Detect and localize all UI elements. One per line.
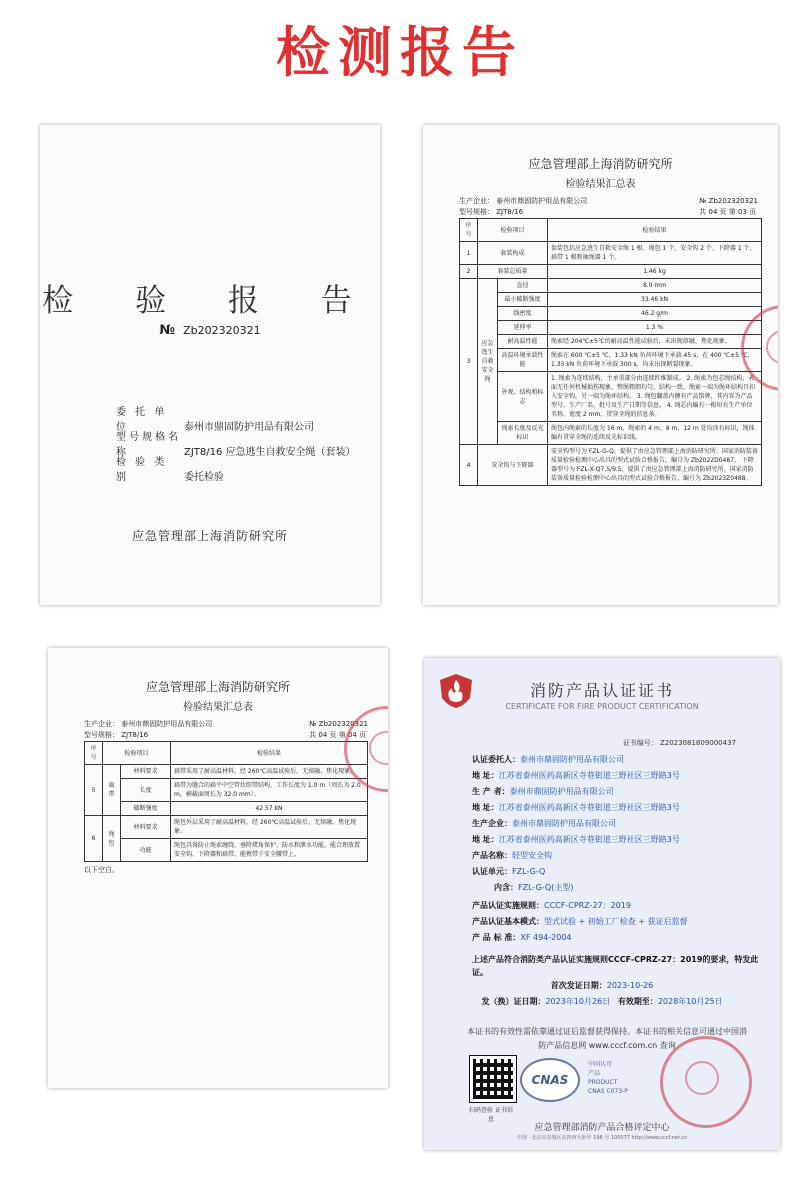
table-row: 高温环境承载性能 绳索在 600 ℃±5 ℃，1.33 kN 负荷环境下承载 45 s，在 400 ℃±5 ℃，1.33 kN 负荷环境下承载 300 s，均未出现断裂现象。 [460,349,762,372]
cert-issuer-address: 中国 · 北京市东城区东四西大街甲 198 号 100077 http://www.cccf.net.cn [516,1135,688,1141]
cert-row-unit: 认证单元：FZL-G-Q [472,867,546,876]
page-banner-title: 检测报告 [276,21,524,84]
cert-row-factory: 生产企业：泰州市鼎固防护用品有限公司 [472,819,616,828]
cert-issue-valid-dates: 发（换）证日期：2023年10月26日 有效期至：2028年10月25日 [481,997,723,1006]
cover-report-number: № Zb202320321 [159,323,261,338]
cover-title: 检 验 报 告 [42,283,378,319]
table-row: 长度 扁带为缝合的扁平中空管状织带结构，工作长度为 1.0 m（周长为 2.0 m，横截面周长为 32.0 mm）。 [85,779,368,802]
table-row: 绳索长度及反光标识 绳包内绳索的长度为 16 m，绳索的 4 m、8 m、12 m 处均涂有标识，绳体编有贯穿全绳的连续反光标识线。 [460,422,762,445]
cert-row-contains: 内含：FZL-G-Q(主型) [494,883,574,892]
table-header-row: 序号 检验项目 检验结果 [85,742,368,765]
cnas-text: 中国认可 产品 PRODUCT CNAS C073-P [588,1061,628,1095]
table-row: 4 安全钩与下降器 安全钩型号为 FZL-G-Q，提供了由应急管理部上海消防研究所、国家消防装备质量检验检测中心出具的型式试验合格报告，编号为 Zb2022D0487。 下降器型号为 FZL-X-Q7.5/9.5，提供了由应急管理部上海消防研究所、国家消防装备质量检验检测中心出具的型式试验合格报告，编号为 Zb2023Z0488。 [460,445,762,486]
table-row: 延伸率 1.3 % [460,321,762,335]
table-header-row: 序号 检验项目 检验结果 [460,219,762,242]
cert-row-product: 产品名称：轻型安全钩 [472,851,552,860]
cert-issuer: 应急管理部消防产品合格评定中心 [534,1123,670,1133]
cert-row-manufacturer: 生 产 者：泰州市鼎固防护用品有限公司 [472,787,614,796]
cert-first-issue-date: 首次发证日期：2023-10-26 [550,981,654,990]
table-row: 外观、结构和标志 1. 绳索为连续结构，主承重部分由连续纤维制成。 2. 绳索为包芯绳结构，表面无任何机械损伤现象，整绳粗细均匀，结构一致，绳索一端为绳环结构且扣入安全钩，另一端为绳环结构。 3. 绳包翻盖内侧有产品铭牌，其内容为产品型号、生产厂名、批号及生产日期等信息。 4. 绳芯内编有一根印有生产单位名称、宽度 2 mm、贯穿全绳的信息条。 [460,372,762,422]
table-row: 1 套装构成 套装包括应急逃生自救安全绳 1 根、绳包 1 个、安全钩 2 个、下降器 1 个、扁带 1 根和抽绳器 1 个。 [460,242,762,265]
cert-row-standard: 产 品 标 准：XF 494-2004 [472,933,572,942]
summary-title: 应急管理部上海消防研究所 [145,680,290,694]
cnas-logo-icon: CNAS [520,1058,580,1102]
certificate-title-en: CERTIFICATE FOR FIRE PRODUCT CERTIFICATION [505,702,699,711]
fire-product-certificate [424,658,780,1150]
summary-meta: 生产企业： 泰州市鼎固防护用品有限公司 型号规格： ZJT8/16 № Zb202320321 共 04 页 第 03 页 [459,197,758,216]
cert-row-address: 地 址：江苏省泰州医药高新区寺巷街道三野社区三野路3号 [472,803,680,812]
table-row: 2 套装总质量 1.46 kg [460,265,762,279]
table-row: 耐高温性能 绳索经 204℃±5℃的耐高温性能试验后，未出现熔融、焦化现象。 [460,335,762,349]
cert-row-client: 认证委托人：泰州市鼎固防护用品有限公司 [472,755,624,764]
summary-page-3 [423,125,778,605]
red-seal-stamp [660,1036,752,1128]
table-row: 3 应急逃生自救安全绳 直径 8.0 mm [460,279,762,293]
table-row: 功能 绳包具备防止绳索缠绕、垂降堵角保护、防水和泄水功能，能合理放置安全钩、下降器和扁带，能携带于安全腰带上。 [85,839,368,862]
certificate-title: 消防产品认证证书 [529,681,674,700]
cert-row-mode: 产品认证基本模式：型式试验 + 初始工厂检查 + 获证后监督 [472,917,688,926]
table-row: 破断强度 42.57 kN [85,802,368,816]
table-row: 最小破断强度 33.46 kN [460,293,762,307]
blank-below-note: 以下空白。 [84,866,119,874]
summary-subtitle: 检验结果汇总表 [183,702,253,713]
cert-row-rule: 产品认证实施规则：CCCF-CPRZ-27：2019 [472,901,631,910]
table-row: 线密度 46.2 g/m [460,307,762,321]
cover-row-client: 委 托 单 位 泰州市鼎固防护用品有限公司 [116,407,314,433]
cover-row-model: 型号规格名称 ZJT8/16 应急逃生自救安全绳（套装） [116,432,356,458]
cert-row-address: 地 址：江苏省泰州医药高新区寺巷街道三野社区三野路3号 [472,771,680,780]
cert-validity-notice: 本证书的有效性需依靠通过证后监督获得保持。本证书的相关信息可通过中国消防产品信息网 www.cccf.com.cn 查询 [467,1027,747,1050]
qr-code-label: 扫码查验 证书信息 [469,1107,513,1123]
summary-meta: 生产企业： 泰州市鼎固防护用品有限公司 型号规格： ZJT8/16 № Zb202320321 共 04 页 第 04 页 [84,720,368,739]
cover-row-category: 检 验 类 别 委托检验 [116,457,224,483]
summary-title: 应急管理部上海消防研究所 [528,157,673,171]
qr-code-icon [470,1056,516,1102]
cert-conformity-statement: 上述产品符合消防类产品认证实施规则CCCF-CPRZ-27：2019的要求，特发此证。 [472,955,759,977]
cert-row-address: 地 址：江苏省泰州医药高新区寺巷街道三野社区三野路3号 [472,835,680,844]
summary-page-4 [48,648,388,1088]
report-cover-page [40,125,380,605]
summary-table [459,218,762,486]
summary-table [84,741,368,862]
table-row: 6 绳包 材料要求 绳包外层采用了耐高温材料，经 260℃高温试验后，无熔融、焦化现象。 [85,816,368,839]
summary-subtitle: 检验结果汇总表 [565,179,636,190]
cover-institute: 应急管理部上海消防研究所 [131,529,288,543]
certificate-serial: 证书编号： Z2023081809000437 [622,739,736,747]
table-row: 5 扁带 材料要求 扁带采用了耐高温材料，经 260℃高温试验后，无熔融、焦化现象。 [85,765,368,779]
